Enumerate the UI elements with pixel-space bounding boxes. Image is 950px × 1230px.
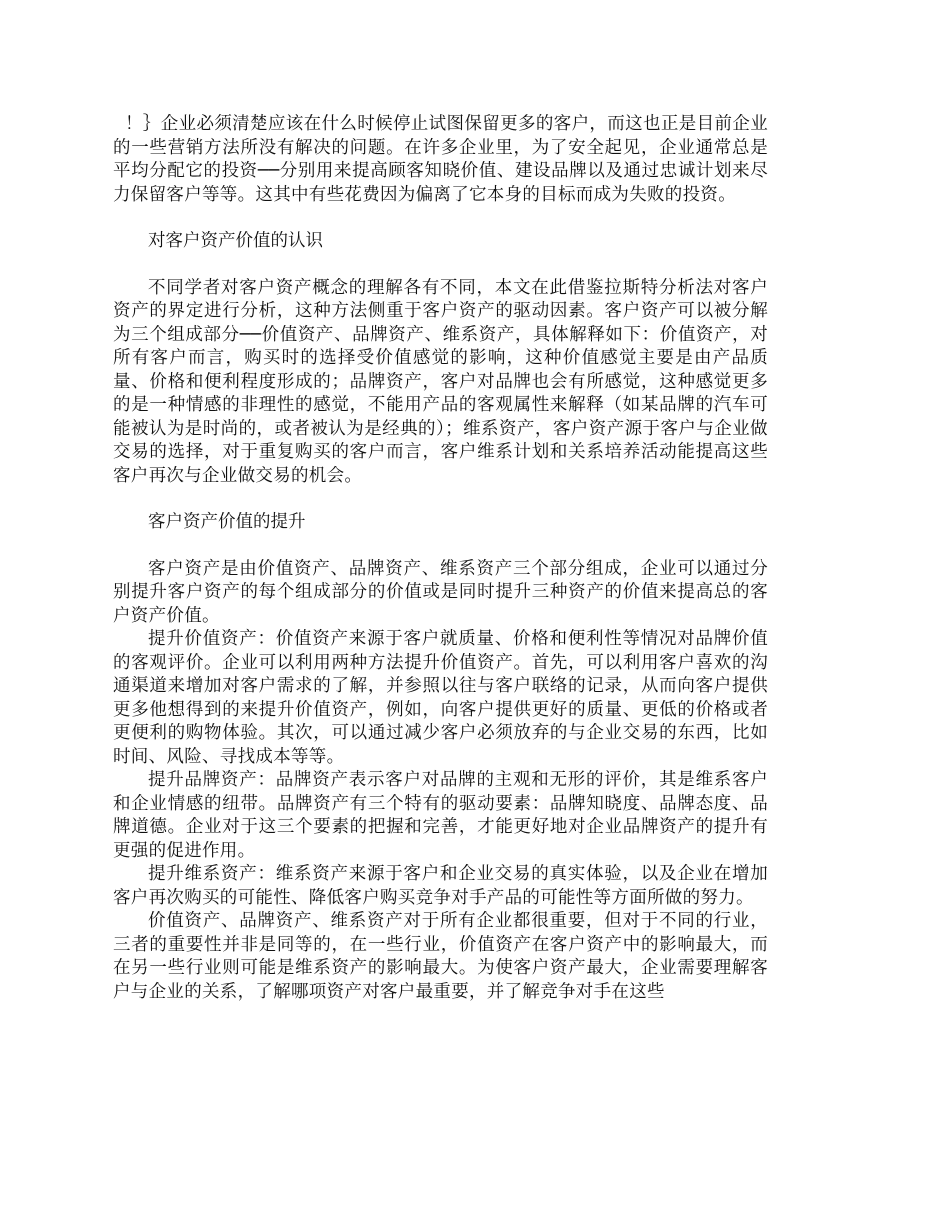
spacer xyxy=(113,207,768,230)
document-page xyxy=(113,113,768,1004)
section-paragraph: 提升维系资产：维系资产来源于客户和企业交易的真实体验，以及企业在增加客户再次购买的可能性、降低客户购买竞争对手产品的可能性等方面所做的努力。 xyxy=(113,864,768,908)
section-paragraph: 客户资产是由价值资产、品牌资产、维系资产三个部分组成，企业可以通过分别提升客户资产的每个组成部分的价值或是同时提升三种资产的价值来提高总的客户资产价值。 xyxy=(113,558,768,626)
intro-paragraph: ！｝企业必须清楚应该在什么时候停止试图保留更多的客户，而这也正是目前企业的一些营销方法所没有解决的问题。在许多企业里，为了安全起见，企业通常总是平均分配它的投资──分别用来提高顾客知晓价值、建设品牌以及通过忠诚计划来尽力保留客户等等。这其中有些花费因为偏离了它本身的目标而成为失败的投资。 xyxy=(113,114,768,205)
spacer xyxy=(113,535,768,558)
section-paragraph: 不同学者对客户资产概念的理解各有不同，本文在此借鉴拉斯特分析法对客户资产的界定进行分析，这种方法侧重于客户资产的驱动因素。客户资产可以被分解为三个组成部分──价值资产、品牌资产、维系资产，具体解释如下：价值资产，对所有客户而言，购买时的选择受价值感觉的影响，这种价值感觉主要是由产品质量、价格和便利程度形成的；品牌资产，客户对品牌也会有所感觉，这种感觉更多的是一种情感的非理性的感觉，不能用产品的客观属性来解释（如某品牌的汽车可能被认为是时尚的，或者被认为是经典的）；维系资产，客户资产源于客户与企业做交易的选择，对于重复购买的客户而言，客户维系计划和关系培养活动能提高这些客户再次与企业做交易的机会。 xyxy=(113,277,768,486)
section-heading-value-improvement: 客户资产价值的提升 xyxy=(148,512,306,532)
spacer xyxy=(113,254,768,277)
section-paragraph: 提升价值资产：价值资产来源于客户就质量、价格和便利性等情况对品牌价值的客观评价。企业可以利用两种方法提升价值资产。首先，可以利用客户喜欢的沟通渠道来增加对客户需求的了解，并参照以往与客户联络的记录，从而向客户提供更多他想得到的来提升价值资产，例如，向客户提供更好的质量、更低的价格或者更便利的购物体验。其次，可以通过减少客户必须放弃的与企业交易的东西，比如时间、风险、寻找成本等等。 xyxy=(113,629,768,767)
section-paragraph: 价值资产、品牌资产、维系资产对于所有企业都很重要，但对于不同的行业，三者的重要性并非是同等的，在一些行业，价值资产在客户资产中的影响最大，而在另一些行业则可能是维系资产的影响最大。为使客户资产最大，企业需要理解客户与企业的关系，了解哪项资产对客户最重要，并了解竞争对手在这些 xyxy=(113,911,768,1002)
spacer xyxy=(113,488,768,511)
section-heading-value-recognition: 对客户资产价值的认识 xyxy=(148,231,323,251)
section-paragraph: 提升品牌资产：品牌资产表示客户对品牌的主观和无形的评价，其是维系客户和企业情感的纽带。品牌资产有三个特有的驱动要素：品牌知晓度、品牌态度、品牌道德。企业对于这三个要素的把握和完善，才能更好地对企业品牌资产的提升有更强的促进作用。 xyxy=(113,770,768,861)
